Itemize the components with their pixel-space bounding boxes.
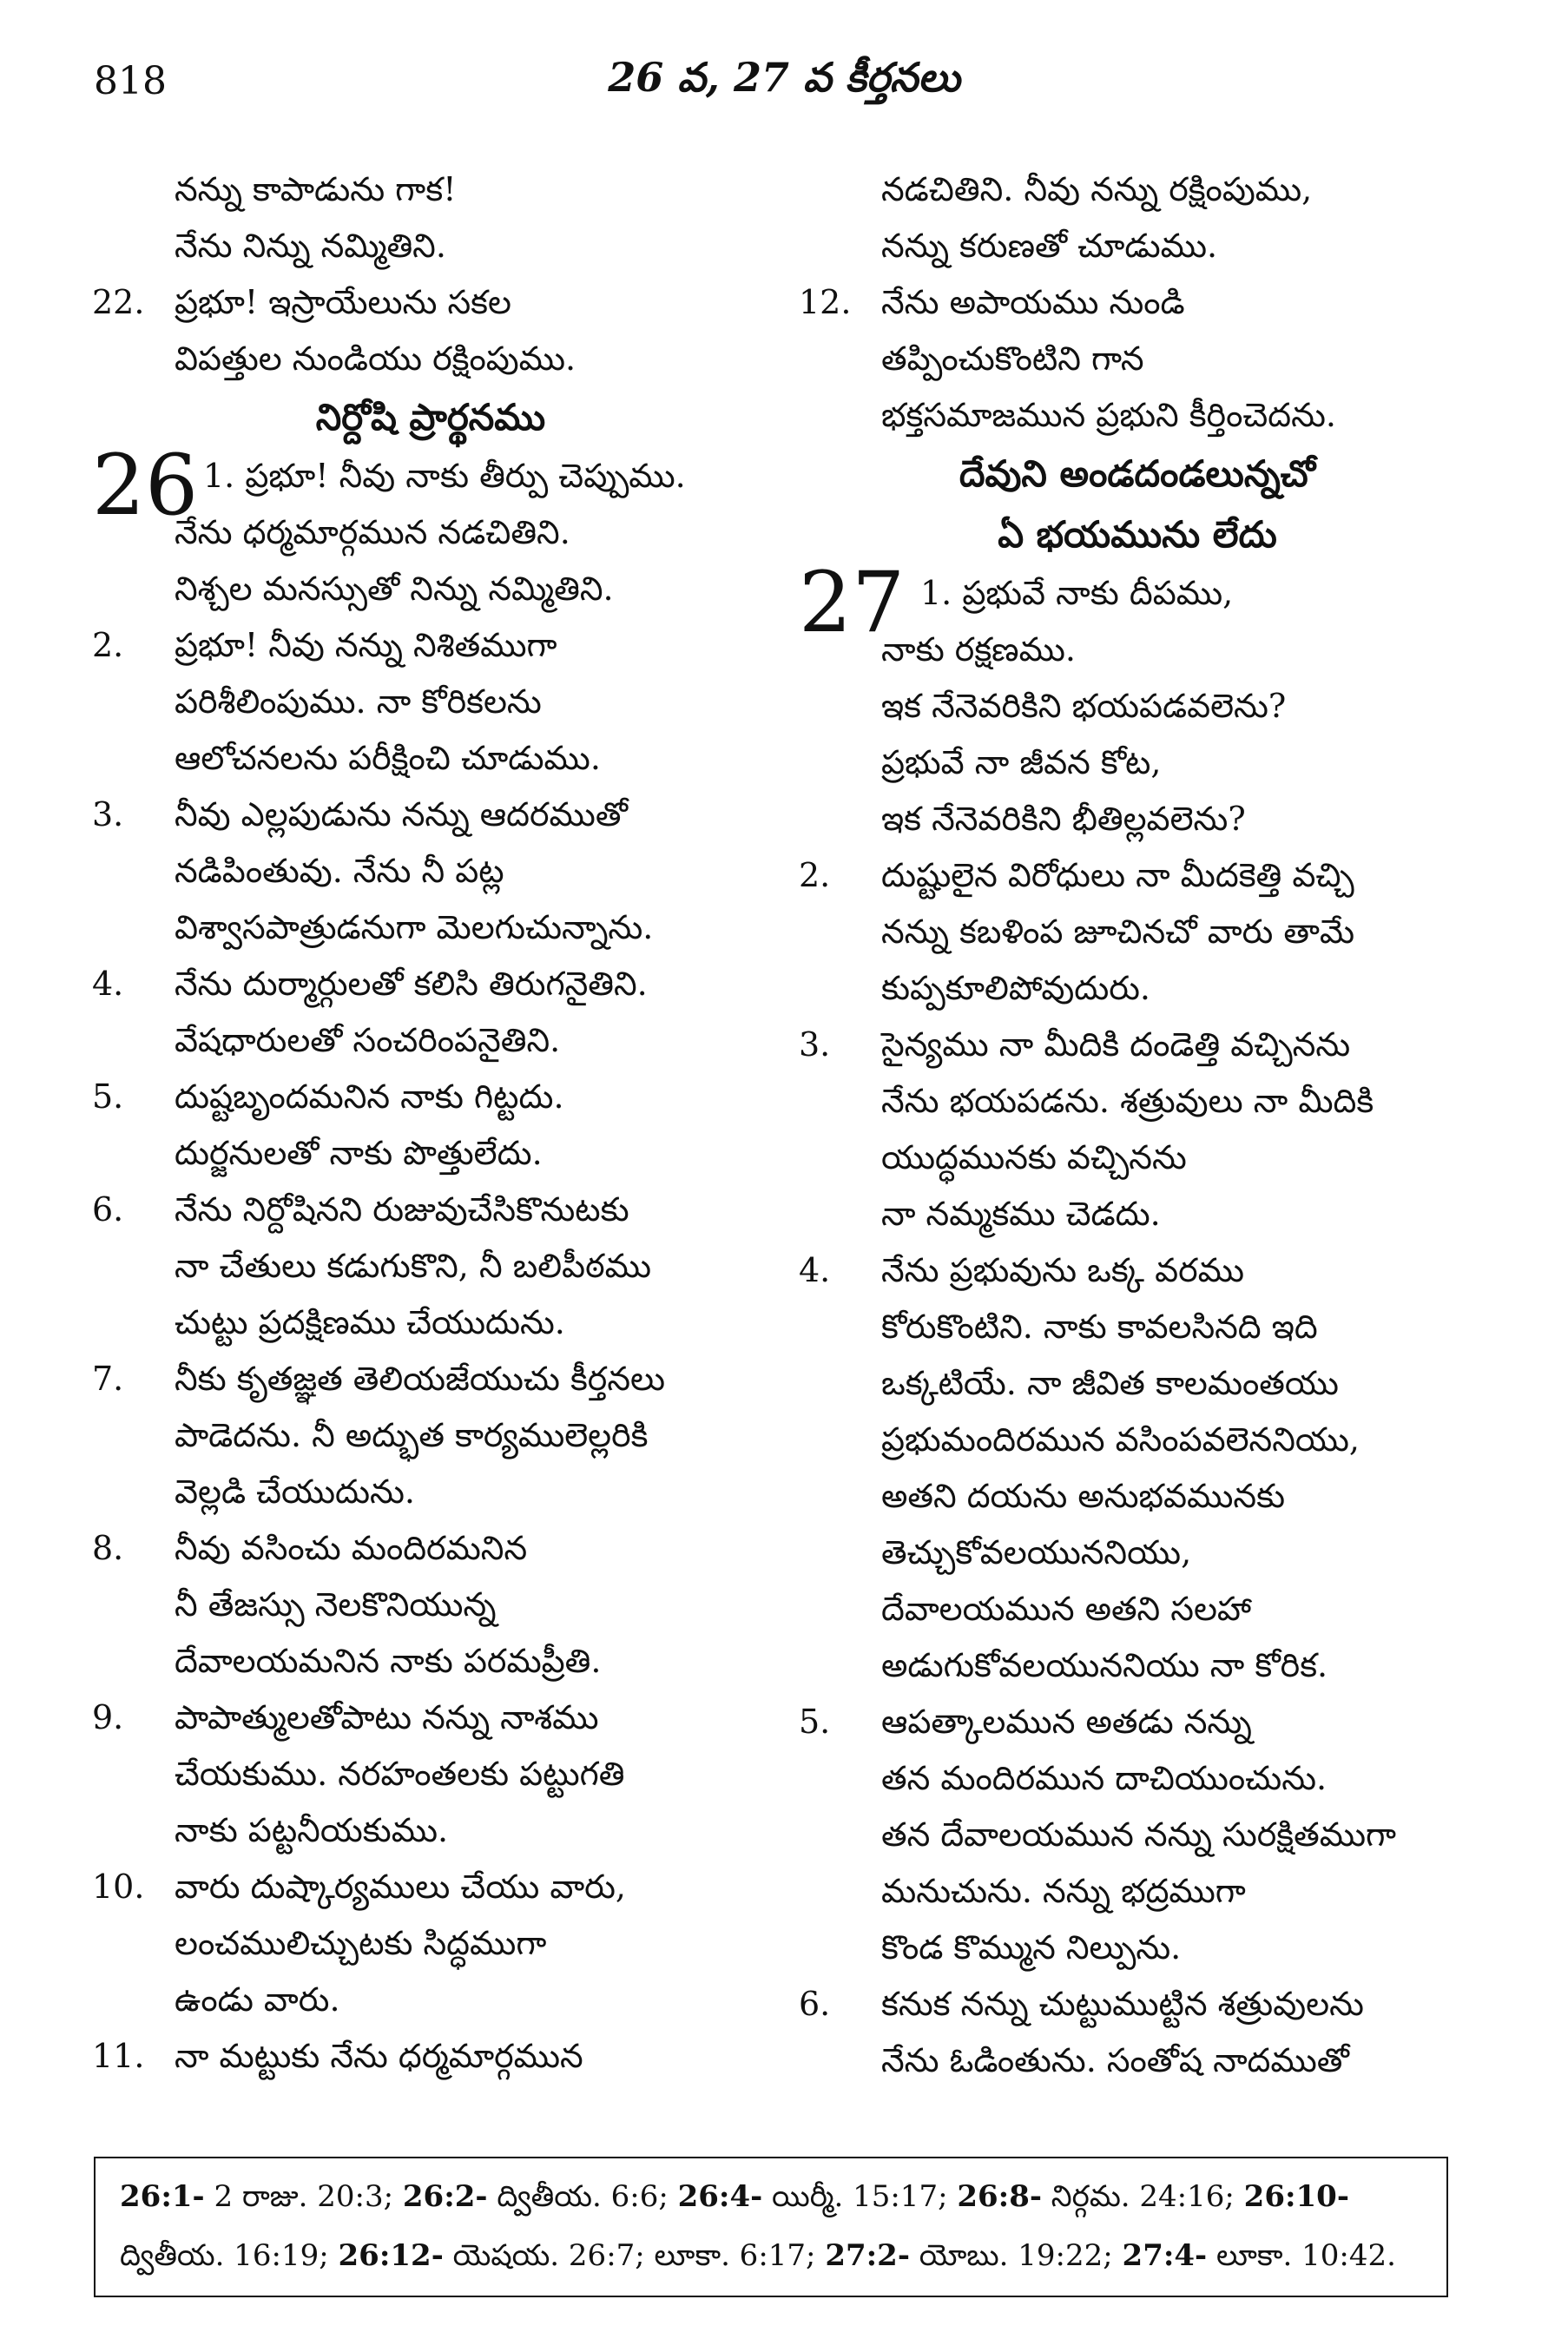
verse-number: 3. bbox=[92, 795, 124, 833]
verse-text: నేను ఓడింతును. సంతోష నాదముతో bbox=[881, 2041, 1349, 2079]
verse-line bbox=[799, 1242, 1476, 1299]
verse-text: కుప్పకూలిపోవుదురు. bbox=[881, 969, 1150, 1007]
verse-text: పరిశీలింపుము. నా కోరికలను bbox=[175, 682, 542, 721]
verse-line bbox=[799, 218, 1476, 274]
verse-text: అడుగుకోవలయుననియు నా కోరిక. bbox=[881, 1646, 1328, 1684]
verse-line bbox=[92, 843, 769, 899]
footnote-text: యోబు. 19:22; bbox=[909, 2238, 1123, 2273]
verse-number: 5. bbox=[92, 1077, 124, 1116]
verse-line bbox=[799, 678, 1476, 735]
psalm-number: 27 bbox=[799, 554, 906, 651]
verse-line bbox=[799, 1807, 1476, 1863]
footnote-text: నిర్గమ. 24:16; bbox=[1041, 2179, 1244, 2214]
verse-line bbox=[799, 904, 1476, 960]
verse-text: ప్రభుమందిరమున వసింపవలెననియు, bbox=[881, 1420, 1360, 1459]
verse-line: నాకు రక్షణము. bbox=[881, 630, 1077, 669]
verse-line bbox=[92, 1295, 769, 1351]
verse-number: 7. bbox=[92, 1360, 124, 1398]
verse-line bbox=[92, 730, 769, 787]
verse-text: ఒక్కటియే. నా జీవిత కాలమంతయు bbox=[881, 1364, 1339, 1402]
psalm-opening bbox=[92, 437, 769, 561]
verse-line bbox=[92, 787, 769, 843]
verse-text: దేవాలయమున అతని సలహా bbox=[881, 1590, 1252, 1628]
verse-number: 10. bbox=[92, 1868, 145, 1906]
verse-number: 2. bbox=[799, 856, 831, 894]
footnote-text: 2 రాజు. 20:3; bbox=[204, 2179, 403, 2214]
verse-text: కనుక నన్ను చుట్టుముట్టిన శత్రువులను bbox=[881, 1985, 1364, 2023]
verse-line bbox=[92, 1802, 769, 1859]
verse-line bbox=[92, 674, 769, 730]
verse-line bbox=[92, 1407, 769, 1464]
verse-line bbox=[92, 617, 769, 674]
verse-line bbox=[799, 1468, 1476, 1525]
verse-text: దుర్జనులతో నాకు పొత్తులేదు. bbox=[175, 1134, 543, 1172]
verse-number: 11. bbox=[92, 2037, 145, 2075]
verse-line bbox=[799, 387, 1476, 444]
verse-text: నన్ను కరుణతో చూడుము. bbox=[881, 227, 1218, 265]
verse-number: 6. bbox=[799, 1985, 831, 2023]
verse-text: సైన్యము నా మీదికి దండెత్తి వచ్చినను bbox=[881, 1025, 1351, 1064]
verse-text: నీకు కృతజ్ఞత తెలియజేయుచు కీర్తనలు bbox=[175, 1360, 666, 1398]
verse-number: 9. bbox=[92, 1698, 124, 1736]
verse-text: నడిపింతువు. నేను నీ పట్ల bbox=[175, 852, 504, 890]
verse-text: నాకు పట్టనీయకుము. bbox=[175, 1811, 449, 1849]
verse-line bbox=[799, 1355, 1476, 1412]
verse-line bbox=[799, 1412, 1476, 1468]
verse-line bbox=[92, 1915, 769, 1972]
verse-line bbox=[92, 1125, 769, 1182]
verse-text: నేను భయపడను. శత్రువులు నా మీదికి bbox=[881, 1082, 1374, 1120]
verse-text: దుష్టబృందమనిన నాకు గిట్టదు. bbox=[175, 1077, 564, 1116]
verse-line bbox=[799, 1863, 1476, 1920]
verse-line bbox=[92, 1069, 769, 1125]
verse-number: 6. bbox=[92, 1190, 124, 1229]
verse-text: నడచితిని. నీవు నన్ను రక్షింపుము, bbox=[881, 170, 1313, 208]
running-title: 26 వ, 27 వ కీర్తనలు bbox=[608, 54, 960, 101]
verse-text: దేవాలయమనిన నాకు పరమప్రీతి. bbox=[175, 1642, 602, 1680]
verse-text: నీ తేజస్సు నెలకొనియున్న bbox=[175, 1585, 497, 1624]
verse-number: 2. bbox=[92, 626, 124, 664]
verse-text: విపత్తుల నుండియు రక్షింపుము. bbox=[175, 339, 576, 378]
verse-line bbox=[799, 735, 1476, 791]
verse-text: నేను ప్రభువును ఒక్క వరము bbox=[881, 1251, 1245, 1289]
section-heading: దేవుని అండదండలున్నచో bbox=[959, 452, 1316, 495]
right-column bbox=[799, 161, 1476, 2089]
verse-line bbox=[799, 960, 1476, 1017]
verse-line bbox=[799, 847, 1476, 904]
verse-text: కొండ కొమ్మున నిల్పును. bbox=[881, 1928, 1182, 1967]
verse-line bbox=[92, 956, 769, 1012]
verse-text: నేను నిర్దోషినని రుజువుచేసికొనుటకు bbox=[175, 1190, 629, 1229]
verse-line bbox=[799, 1186, 1476, 1242]
verse-line bbox=[799, 161, 1476, 218]
verse-text: తెచ్చుకోవలయుననియు, bbox=[881, 1533, 1192, 1571]
verse-line: 1. ప్రభూ! నీవు నాకు తీర్పు చెప్పుము. bbox=[203, 457, 686, 495]
verse-number: 22. bbox=[92, 283, 145, 321]
verse-text: నీవు ఎల్లపుడును నన్ను ఆదరముతో bbox=[175, 795, 628, 833]
footnote-line bbox=[120, 2167, 1422, 2226]
verse-line bbox=[92, 218, 769, 274]
verse-line bbox=[799, 791, 1476, 847]
left-column bbox=[92, 161, 769, 2085]
footnote-line bbox=[120, 2226, 1422, 2285]
verse-text: ప్రభువే నా జీవన కోట, bbox=[881, 743, 1162, 781]
footnote-reference: 26:8- bbox=[957, 2179, 1042, 2214]
verse-line bbox=[92, 561, 769, 617]
verse-line bbox=[92, 274, 769, 331]
verse-line bbox=[92, 899, 769, 956]
verse-text: చేయకుము. నరహంతలకు పట్టుగతి bbox=[175, 1755, 625, 1793]
verse-line bbox=[799, 1920, 1476, 1976]
verse-text: నన్ను కాపాడును గాక! bbox=[175, 170, 457, 208]
verse-line bbox=[92, 2028, 769, 2085]
verse-line bbox=[92, 1182, 769, 1238]
verse-text: యుద్ధమునకు వచ్చినను bbox=[881, 1138, 1187, 1176]
footnote-text: లూకా. 10:42. bbox=[1207, 2238, 1396, 2273]
verse-text: ప్రభూ! నీవు నన్ను నిశితముగా bbox=[175, 626, 557, 664]
verse-line bbox=[799, 1581, 1476, 1637]
footnote-text: యెషయ. 26:7; లూకా. 6:17; bbox=[443, 2238, 826, 2273]
verse-line bbox=[92, 1633, 769, 1690]
verse-line bbox=[799, 331, 1476, 387]
verse-text: ఇక నేనెవరికిని భయపడవలెను? bbox=[881, 687, 1287, 725]
verse-text: నీవు వసించు మందిరమనిన bbox=[175, 1529, 528, 1567]
verse-line bbox=[799, 1750, 1476, 1807]
verse-text: పాపాత్ములతోపాటు నన్ను నాశము bbox=[175, 1698, 599, 1736]
verse-line bbox=[92, 1012, 769, 1069]
verse-text: తప్పించుకొంటిని గాన bbox=[881, 339, 1144, 378]
verse-text: వేషధారులతో సంచరింపనైతిని. bbox=[175, 1021, 561, 1059]
psalm-opening bbox=[799, 554, 1476, 678]
verse-line bbox=[92, 331, 769, 387]
verse-text: చుట్టు ప్రదక్షిణము చేయుదును. bbox=[175, 1303, 565, 1341]
verse-text: విశ్వాసపాత్రుడనుగా మెలగుచున్నాను. bbox=[175, 908, 654, 946]
verse-number: 5. bbox=[799, 1703, 831, 1741]
footnote-text: ద్వితీయ. 16:19; bbox=[120, 2238, 339, 2273]
verse-number: 4. bbox=[92, 965, 124, 1003]
verse-text: తన మందిరమున దాచియుంచును. bbox=[881, 1759, 1328, 1797]
footnote-reference: 26:12- bbox=[338, 2238, 444, 2273]
verse-line bbox=[92, 1464, 769, 1520]
footnote-reference: 26:2- bbox=[402, 2179, 488, 2214]
verse-line bbox=[92, 1577, 769, 1633]
verse-line bbox=[799, 1073, 1476, 1130]
verse-text: వెల్లడి చేయుదును. bbox=[175, 1472, 415, 1511]
verse-text: నా చేతులు కడుగుకొని, నీ బలిపీఠము bbox=[175, 1247, 651, 1285]
verse-line bbox=[799, 1017, 1476, 1073]
verse-line bbox=[799, 1637, 1476, 1694]
verse-line: 1. ప్రభువే నాకు దీపము, bbox=[920, 574, 1234, 612]
verse-text: ఆలోచనలను పరీక్షించి చూడుము. bbox=[175, 739, 601, 777]
verse-text: నా మట్టుకు నేను ధర్మమార్గమున bbox=[175, 2037, 583, 2075]
verse-number: 4. bbox=[799, 1251, 831, 1289]
verse-line bbox=[799, 1694, 1476, 1750]
psalm-number: 26 bbox=[92, 437, 199, 534]
verse-line bbox=[799, 1525, 1476, 1581]
verse-text: నన్ను కబళింప జూచినచో వారు తామే bbox=[881, 912, 1355, 951]
verse-number: 3. bbox=[799, 1025, 831, 1064]
cross-reference-box bbox=[94, 2157, 1448, 2297]
verse-text: దుష్టులైన విరోధులు నా మీదకెత్తి వచ్చి bbox=[881, 856, 1354, 894]
verse-line bbox=[799, 1299, 1476, 1355]
verse-text: నేను నిన్ను నమ్మితిని. bbox=[175, 227, 446, 265]
verse-line bbox=[799, 1130, 1476, 1186]
verse-line bbox=[92, 1972, 769, 2028]
verse-line bbox=[92, 1690, 769, 1746]
verse-line: నేను ధర్మమార్గమున నడచితిని. bbox=[175, 513, 570, 551]
section-heading: నిర్దోషి ప్రార్థనము bbox=[315, 396, 546, 438]
verse-number: 8. bbox=[92, 1529, 124, 1567]
footnote-text: యిర్మీ. 15:17; bbox=[762, 2179, 958, 2214]
footnote-reference: 26:4- bbox=[677, 2179, 763, 2214]
verse-line bbox=[799, 2032, 1476, 2089]
footnote-reference: 27:2- bbox=[825, 2238, 910, 2273]
footnote-reference: 27:4- bbox=[1122, 2238, 1208, 2273]
footnote-text: ద్వితీయ. 6:6; bbox=[487, 2179, 678, 2214]
verse-line bbox=[92, 1859, 769, 1915]
verse-text: కోరుకొంటిని. నాకు కావలసినది ఇది bbox=[881, 1308, 1318, 1346]
verse-text: ఆపత్కాలమున అతడు నన్ను bbox=[881, 1703, 1252, 1741]
verse-line bbox=[92, 1520, 769, 1577]
verse-text: భక్తసమాజమున ప్రభుని కీర్తించెదను. bbox=[881, 396, 1336, 434]
verse-line bbox=[799, 1976, 1476, 2032]
footnote-reference: 26:10- bbox=[1243, 2179, 1349, 2214]
page-number: 818 bbox=[94, 59, 167, 103]
verse-text: మనుచును. నన్ను భద్రముగా bbox=[881, 1872, 1246, 1910]
verse-text: ఉండు వారు. bbox=[175, 1980, 340, 2019]
verse-text: లంచములిచ్చుటకు సిద్ధముగా bbox=[175, 1924, 547, 1962]
verse-line bbox=[92, 161, 769, 218]
section-heading: ఏ భయమును లేదు bbox=[998, 513, 1277, 556]
verse-text: నేను అపాయము నుండి bbox=[881, 283, 1185, 321]
verse-text: నా నమ్మకము చెడదు. bbox=[881, 1195, 1161, 1233]
verse-line bbox=[92, 1746, 769, 1802]
verse-text: ఇక నేనెవరికిని భీతిల్లవలెను? bbox=[881, 800, 1246, 838]
verse-text: ప్రభూ! ఇస్రాయేలును సకల bbox=[175, 283, 511, 321]
verse-text: తన దేవాలయమున నన్ను సురక్షితముగా bbox=[881, 1815, 1397, 1854]
verse-text: పాడెదను. నీ అద్భుత కార్యములెల్లరికి bbox=[175, 1416, 649, 1454]
verse-line bbox=[92, 1238, 769, 1295]
verse-line bbox=[799, 274, 1476, 331]
footnote-reference: 26:1- bbox=[120, 2179, 205, 2214]
verse-text: నిశ్చల మనస్సుతో నిన్ను నమ్మితిని. bbox=[175, 570, 614, 608]
verse-text: వారు దుష్కార్యములు చేయు వారు, bbox=[175, 1868, 626, 1906]
verse-number: 12. bbox=[799, 283, 852, 321]
verse-text: నేను దుర్మార్గులతో కలిసి తిరుగనైతిని. bbox=[175, 965, 648, 1003]
verse-text: అతని దయను అనుభవమునకు bbox=[881, 1477, 1286, 1515]
verse-line bbox=[92, 1351, 769, 1407]
